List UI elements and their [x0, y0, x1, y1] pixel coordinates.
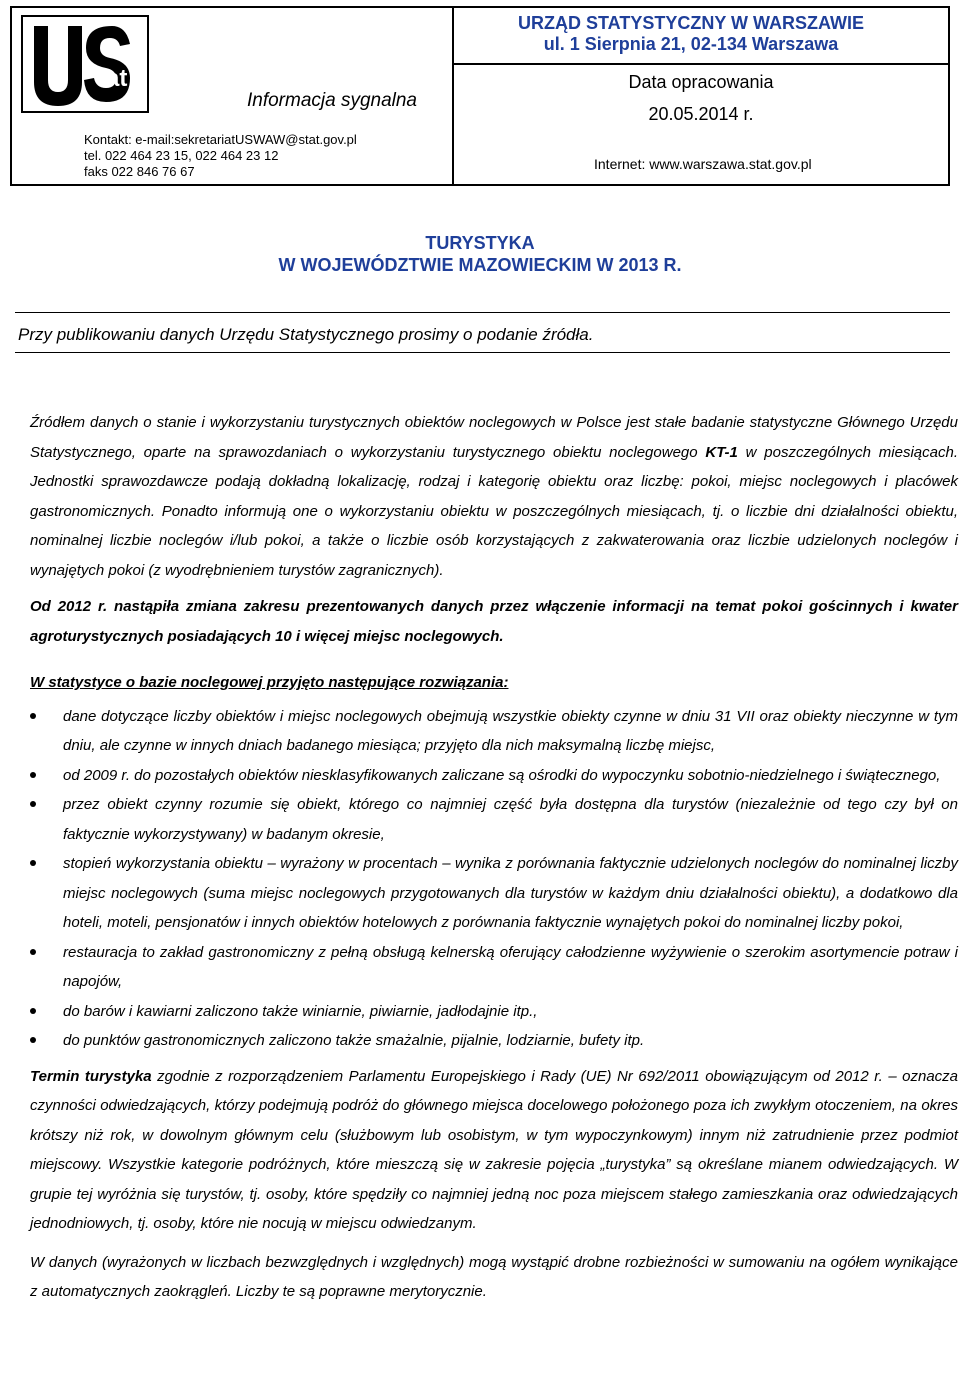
list-item: przez obiekt czynny rozumie się obiekt, którego co najmniej część była dostępna dla turystów (niezależnie od tego czy był on faktycznie wykorzystywany) w badanym okresie,: [30, 790, 958, 849]
svg-text:tat: tat: [98, 65, 128, 92]
p1-text-a: Źródłem danych o stanie i wykorzystaniu turystycznych obiektów noclegowych w Polsce jest stałe badanie statystyczne Głównego Urzędu Statystycznego, oparte na sprawozdaniach o wykorzystaniu turystycznego obiektu noclegowego: [30, 414, 958, 461]
date-label: Data opracowania: [628, 72, 774, 92]
divider-top: [15, 312, 950, 313]
contact-email: Kontakt: e-mail:sekretariatUSWAW@stat.gov.pl: [84, 132, 357, 147]
paragraph-rounding-note: W danych (wyrażonych w liczbach bezwzględnych i względnych) mogą wystąpić drobne rozbieżności w sumowaniu na ogółem wynikające z automatycznych zaokrągleń. Liczby te są poprawne merytorycznie.: [30, 1253, 958, 1300]
paragraph-solutions-heading: W statystyce o bazie noclegowej przyjęto następujące rozwiązania:: [30, 674, 509, 691]
list-item: stopień wykorzystania obiektu – wyrażony w procentach – wynika z porównania faktycznie udzielonych noclegów do nominalnej liczby miejsc noclegowych (suma miejsc noclegowych przygotowanych dla turystów w każdym dniu działalności obiektu), a dodatkowo dla hoteli, moteli, pensjonatów i innych obiektów hotelowych z porównania faktycznie wynajętych pokoi do nominalnej liczby pokoi,: [30, 849, 958, 938]
paragraph-data-source: [30, 408, 958, 585]
date-value: 20.05.2014 r.: [648, 104, 754, 124]
office-name: [454, 13, 948, 65]
document-header: [10, 6, 950, 186]
internet-address: Internet: www.warszawa.stat.gov.pl: [594, 156, 812, 172]
p4-lead: Termin turystyka: [30, 1067, 152, 1085]
contact-info: [84, 132, 357, 180]
contact-fax: faks 022 846 76 67: [84, 164, 195, 179]
solutions-list: [30, 702, 958, 1056]
header-right-panel: [454, 8, 948, 184]
list-item: do barów i kawiarni zaliczono także winiarnie, piwiarnie, jadłodajnie itp.,: [30, 997, 958, 1027]
p1-text-c: w poszczególnych miesiącach. Jednostki sprawozdawcze podają dokładną lokalizację, rodzaj i kategorię obiektu oraz liczbę: pokoi, miejsc noclegowych i placówek gastronomicznych. Ponadto informują one o wykorzystaniu obiektu w poszczególnych miesiącach, tj. o liczbie dni działalności obiektu, nominalnej liczbie noclegów i/lub pokoi, a także o liczbie osób korzystających z zakwaterowania oraz liczbie udzielonych noclegów i wynajętych pokoi (z wyodrębnieniem turystów zagranicznych).: [30, 443, 958, 579]
list-item: od 2009 r. do pozostałych obiektów niesklasyfikowanych zaliczane są ośrodki do wypoczynku sobotnio-niedzielnego i świątecznego,: [30, 761, 958, 791]
p1-form-code: KT-1: [705, 443, 738, 461]
p4-text: zgodnie z rozporządzeniem Parlamentu Europejskiego i Rady (UE) Nr 692/2011 obowiązującym od 2012 r. – oznacza czynności odwiedzających, którzy podejmują podróż do głównego miejsca docelowego położonego poza ich zwykłym otoczeniem, na okres krótszy niż rok, w dowolnym głównym celu (służbowym lub osobistym, w tym wypoczynkowym) innym niż zatrudnienie przez podmiot miejscowy. Wszystkie kategorie podróżnych, które mieszczą się w zakresie pojęcia „turystyka” są określane mianem odwiedzających. W grupie tej wyróżnia się turystów, tj. osoby, które spędziły co najmniej jedną noc poza miejscem stałego zamieszkania oraz odwiedzających jednodniowych, tj. osoby, które nie nocują w miejscu odwiedzanym.: [30, 1067, 959, 1232]
list-item: dane dotyczące liczby obiektów i miejsc noclegowych obejmują wszystkie obiekty czynne w dniu 31 VII oraz obiekty nieczynne w tym dniu, ale czynne w innych dniach badanego miesiąca; przyjęto dla nich maksymalną liczbę miejsc,: [30, 702, 958, 761]
paragraph-scope-change: Od 2012 r. nastąpiła zmiana zakresu prezentowanych danych przez włączenie informacji na temat pokoi gościnnych i kwater agroturystycznych posiadających 10 i więcej miejsc noclegowych.: [30, 598, 958, 645]
citation-note: Przy publikowaniu danych Urzędu Statystycznego prosimy o podanie źródła.: [18, 325, 594, 344]
contact-phone: tel. 022 464 23 15, 022 464 23 12: [84, 148, 279, 163]
divider-bottom: [15, 352, 950, 353]
ustat-logo: [20, 14, 150, 114]
document-title: [0, 232, 960, 276]
paragraph-tourism-definition: [30, 1062, 958, 1239]
office-address: ul. 1 Sierpnia 21, 02-134 Warszawa: [543, 34, 839, 54]
list-item: do punktów gastronomicznych zaliczono także smażalnie, pijalnie, lodziarnie, bufety itp.: [30, 1026, 958, 1056]
title-line-1: TURYSTYKA: [425, 233, 535, 253]
list-item: restauracja to zakład gastronomiczny z pełną obsługą kelnerską oferujący całodzienne wyżywienie o szerokim asortymencie potraw i napojów,: [30, 938, 958, 997]
document-body: [30, 408, 958, 1307]
info-title: Informacja sygnalna: [246, 90, 418, 111]
office-title: URZĄD STATYSTYCZNY W WARSZAWIE: [518, 13, 864, 33]
title-line-2: W WOJEWÓDZTWIE MAZOWIECKIM W 2013 R.: [278, 255, 682, 275]
header-left-panel: [12, 8, 454, 184]
